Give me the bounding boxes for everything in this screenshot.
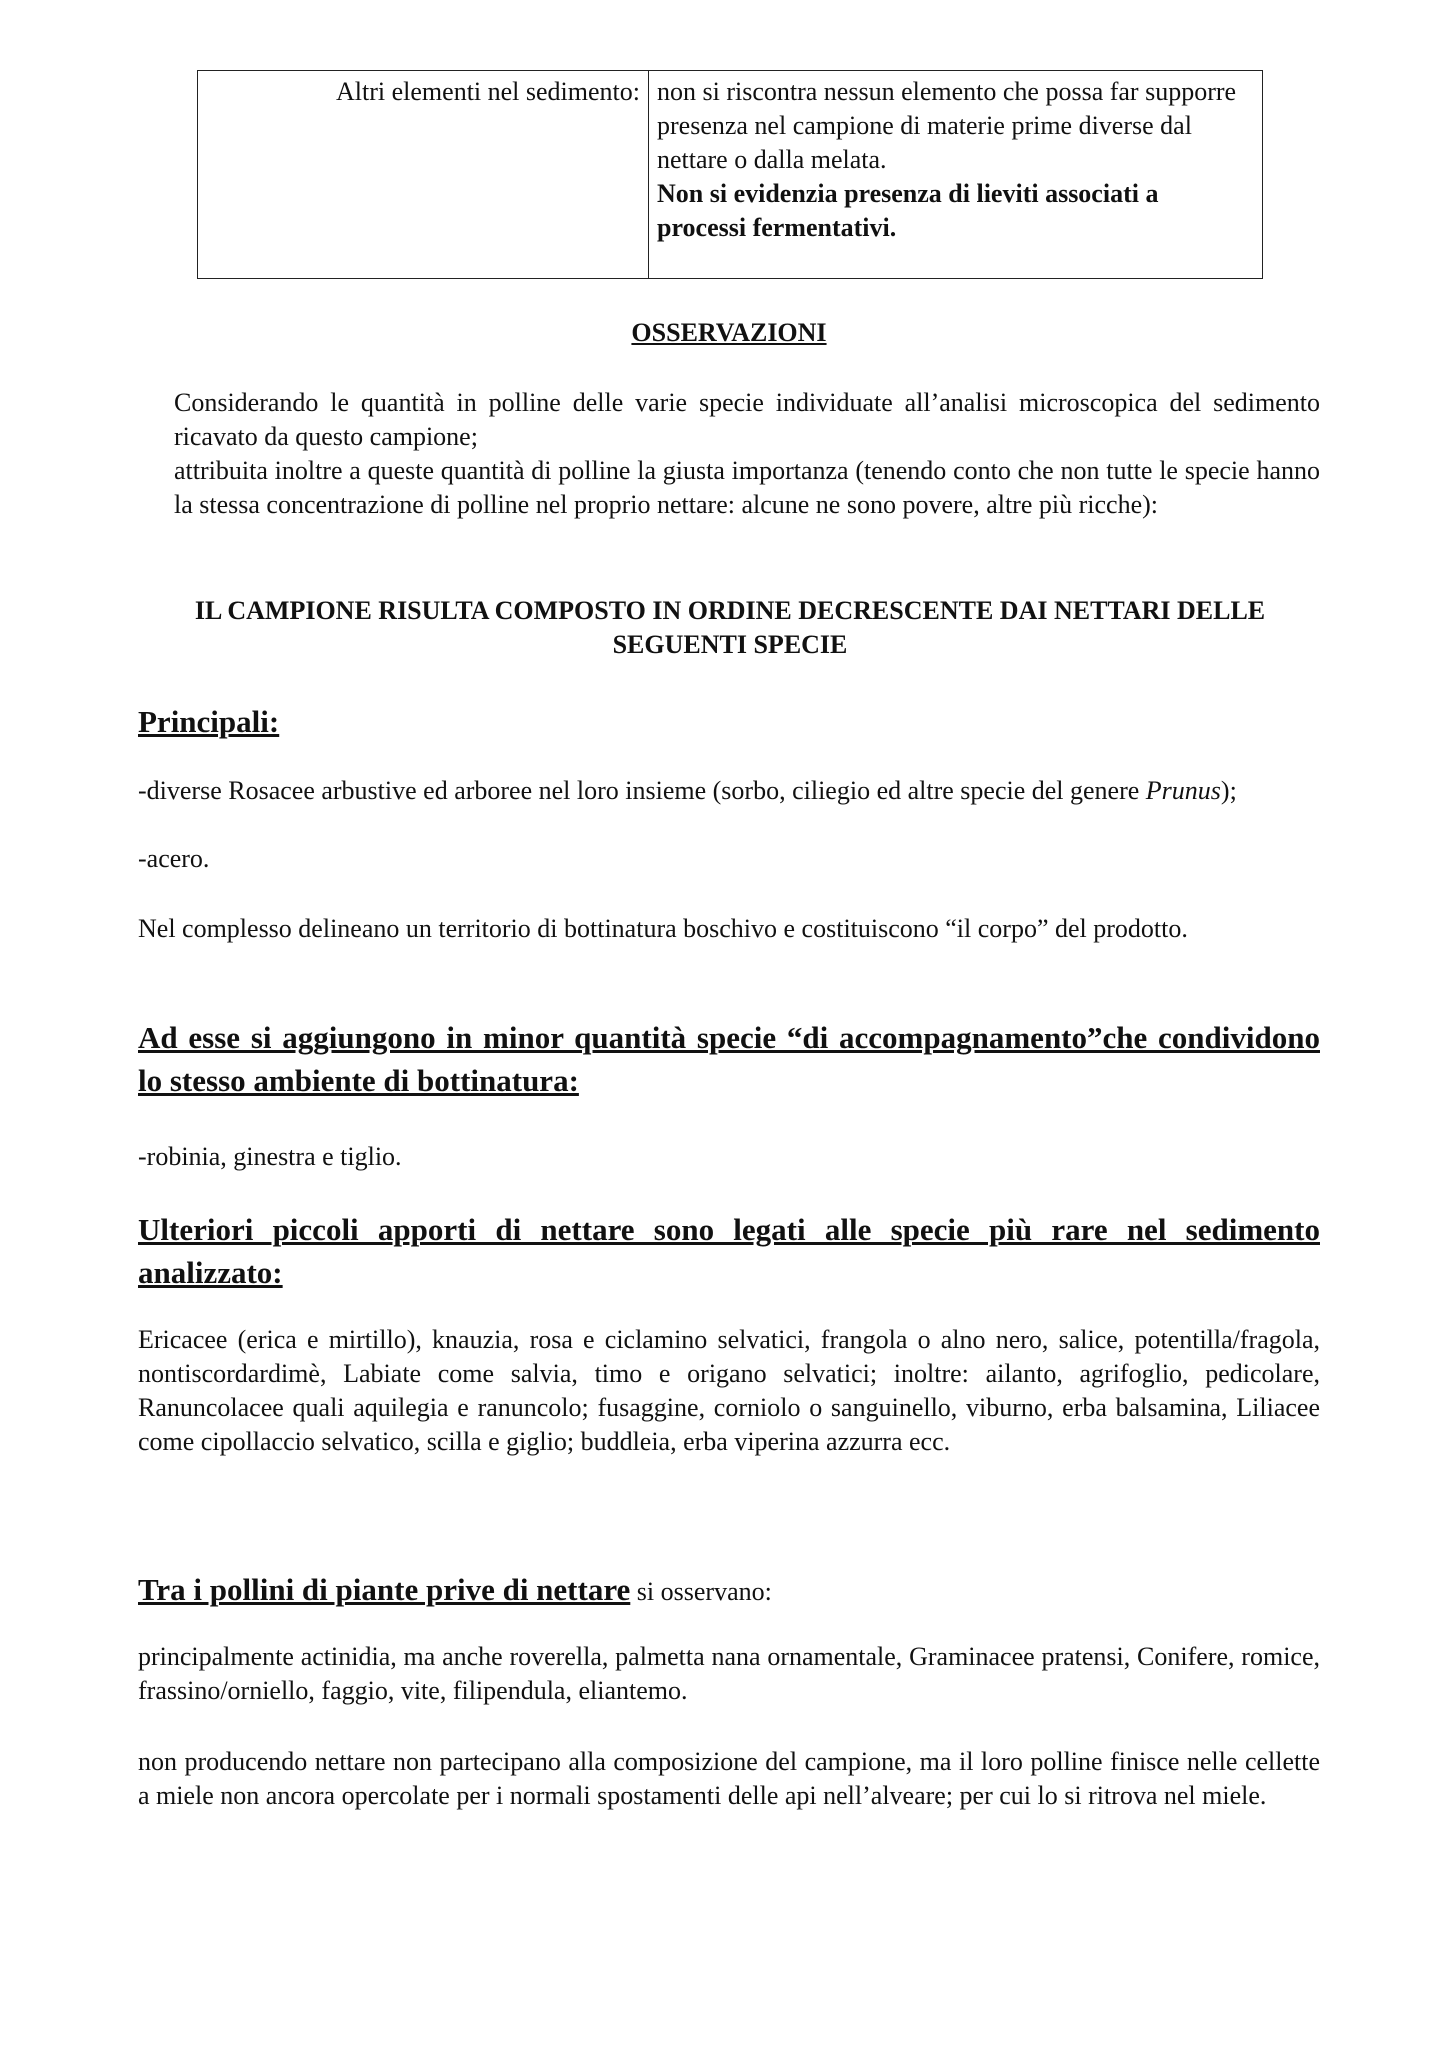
table-value-bold: Non si evidenzia presenza di lieviti associati a processi fermentativi. <box>657 179 1159 242</box>
item1-text: -diverse Rosacee arbustive ed arboree nel loro insieme (sorbo, ciliegio ed altre specie del genere <box>138 776 1146 805</box>
rare-heading: Ulteriori piccoli apporti di nettare sono legati alle specie più rare nel sedimento analizzato: <box>138 1212 1320 1290</box>
senza-nettare-heading-line <box>138 1568 1320 1611</box>
sediment-table <box>197 70 1263 279</box>
senza-nettare-list: principalmente actinidia, ma anche roverella, palmetta nana ornamentale, Graminacee pratensi, Conifere, romice, frassino/orniello, faggio, vite, filipendula, eliantemo. <box>138 1642 1320 1705</box>
table-label: Altri elementi nel sedimento: <box>198 71 649 279</box>
table-value <box>649 71 1263 279</box>
accompagnamento-list: -robinia, ginestra e tiglio. <box>138 1142 402 1171</box>
principali-item2: -acero. <box>138 844 210 873</box>
senza-nettare-tail: si osservano: <box>630 1577 772 1606</box>
table-value-text: non si riscontra nessun elemento che possa far supporre presenza nel campione di materie prime diverse dal nettare o dalla melata. <box>657 77 1237 174</box>
principali-item1 <box>138 774 1320 808</box>
table-row <box>198 71 1263 279</box>
accompagnamento-heading: Ad esse si aggiungono in minor quantità specie “di accompagnamento”che condividono lo stesso ambiente di bottinatura: <box>138 1020 1320 1098</box>
observations-para1: Considerando le quantità in polline delle varie specie individuate all’analisi microscopica del sedimento ricavato da questo campione; <box>174 388 1320 451</box>
observations-para2: attribuita inoltre a queste quantità di polline la giusta importanza (tenendo conto che non tutte le specie hanno la stessa concentrazione di polline nel proprio nettare: alcune ne sono povere, altre più ricche): <box>174 456 1320 519</box>
observations-headline: IL CAMPIONE RISULTA COMPOSTO IN ORDINE DECRESCENTE DAI NETTARI DELLE SEGUENTI SPECIE <box>194 596 1266 659</box>
item1-end: ); <box>1220 776 1237 805</box>
senza-nettare-note: non producendo nettare non partecipano alla composizione del campione, ma il loro polline finisce nelle cellette a miele non ancora opercolate per i normali spostamenti delle api nell’alveare; per cui lo si ritrova nel miele. <box>138 1747 1320 1810</box>
rare-list: Ericacee (erica e mirtillo), knauzia, rosa e ciclamino selvatici, frangola o alno nero, salice, potentilla/fragola, nontiscordardimè, Labiate come salvia, timo e origano selvatici; inoltre: ailanto, agrifoglio, pedicolare, Ranuncolacee quali aquilegia e ranuncolo; fusaggine, corniolo o sanguinello, viburno, erba balsamina, Liliacee come cipollaccio selvatico, scilla e giglio; buddleia, erba viperina azzurra ecc. <box>138 1325 1320 1456</box>
principali-summary: Nel complesso delineano un territorio di bottinatura boschivo e costituiscono “il corpo” del prodotto. <box>138 914 1188 943</box>
observations-title: OSSERVAZIONI <box>631 318 827 347</box>
senza-nettare-heading: Tra i pollini di piante prive di nettare <box>138 1572 631 1607</box>
principali-heading: Principali: <box>138 704 280 739</box>
item1-genus: Prunus <box>1145 776 1221 805</box>
